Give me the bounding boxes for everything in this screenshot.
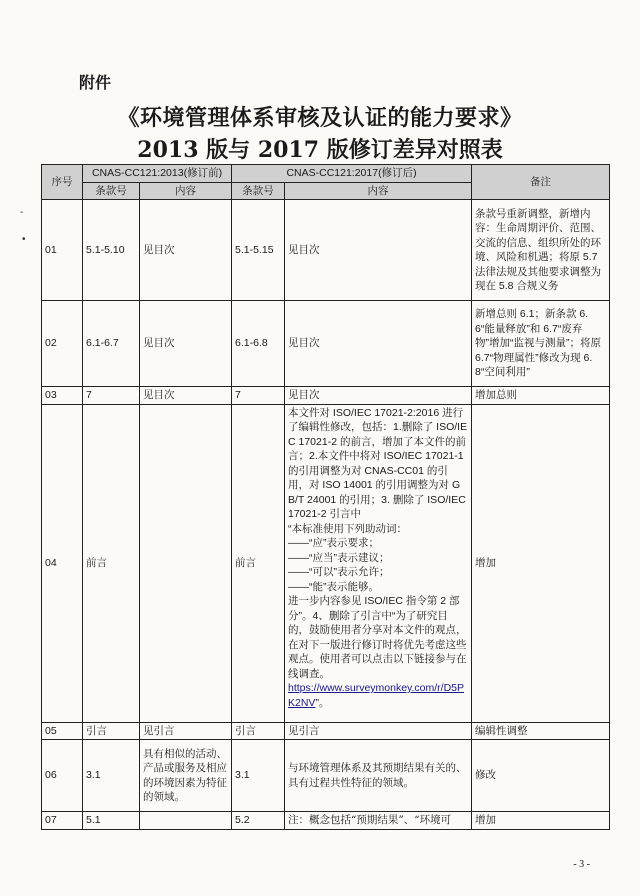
table-row (42, 740, 610, 812)
new-content-line: ——“可以”表示允许； (288, 566, 390, 578)
table-row (42, 812, 610, 830)
new-content: 与环境管理体系及其预期结果有关的、具有过程共性特征的领域。 (285, 740, 472, 812)
margin-mark: • (22, 234, 26, 245)
table-row (42, 387, 610, 405)
new-content: 见目次 (285, 387, 472, 405)
old-content (140, 812, 232, 830)
remark: 编辑性调整 (472, 722, 610, 740)
new-content: 见目次 (285, 200, 472, 301)
new-content-line: 本文件对 ISO/IEC 17021-2:2016 进行了编辑性修改，包括：1.删除了 ISO/IEC 17021-2 的前言，增加了本文件的前言；2.本文件中将对 ISO/IEC 17021-1 的引用调整为对 CNAS-CC01 的引用，对 ISO 14001 的引用调整为对 GB/T 24001 的引用；3. 删除了 ISO/IEC 17021-2 引言中 (288, 406, 468, 520)
old-content (140, 404, 232, 722)
header-new-content: 内容 (285, 182, 472, 200)
old-content: 见目次 (140, 200, 232, 301)
old-clause: 6.1-6.7 (83, 301, 140, 387)
new-clause: 5.2 (232, 812, 285, 830)
remark: 新增总则 6.1；新条款 6.6“能量释放”和 6.7“废弃物”增加“监视与测量”；将原 6.7“物理属性”修改为现 6.8“空间利用” (472, 301, 610, 387)
header-old-content: 内容 (140, 182, 232, 200)
new-content-line: ——“应当”表示建议； (288, 551, 390, 564)
new-content: 注：概念包括“预期结果”、“环境可 (285, 812, 472, 830)
new-content: 见目次 (285, 301, 472, 387)
row-seq: 05 (42, 722, 83, 740)
new-clause: 5.1-5.15 (232, 200, 285, 301)
new-clause: 6.1-6.8 (232, 301, 285, 387)
remark: 增加总则 (472, 387, 610, 405)
header-new-standard: CNAS-CC121:2017(修订后) (232, 165, 472, 183)
header-old-clause: 条款号 (83, 182, 140, 200)
new-content (285, 404, 472, 722)
document-title: 《环境管理体系审核及认证的能力要求》 (117, 105, 523, 131)
remark: 增加 (472, 404, 610, 722)
table-row (42, 200, 610, 301)
table-row (42, 722, 610, 740)
old-content: 见引言 (140, 722, 232, 740)
old-content: 见目次 (140, 387, 232, 405)
remark: 增加 (472, 812, 610, 830)
new-clause: 3.1 (232, 740, 285, 812)
new-content-line: ——“能”表示能够。 (288, 580, 379, 593)
survey-link[interactable]: https://www.surveymonkey.com/r/D5PK2NV (288, 682, 465, 709)
table-row (42, 301, 610, 387)
row-seq: 04 (42, 404, 83, 722)
header-old-standard: CNAS-CC121:2013(修订前) (83, 165, 232, 183)
row-seq: 07 (42, 812, 83, 830)
row-seq: 06 (42, 740, 83, 812)
remark: 修改 (472, 740, 610, 812)
row-seq: 01 (42, 200, 83, 301)
new-content-tail: ”。 (315, 696, 330, 709)
new-content-line: 进一步内容参见 ISO/IEC 指令第 2 部分”。4、删除了引言中“为了研究目的，鼓励使用者分享对本文件的观点，在对下一版进行修订时将优先考虑这些观点。使用者可以点击以下链接参与在线调查。 (288, 595, 467, 680)
old-content: 具有相似的活动、产品或服务及相应的环境因素为特征的领域。 (140, 740, 232, 812)
header-remark: 备注 (472, 165, 610, 200)
new-content: 见引言 (285, 722, 472, 740)
header-new-clause: 条款号 (232, 182, 285, 200)
old-clause: 7 (83, 387, 140, 405)
remark: 条款号重新调整，新增内容：生命周期评价、范围、交流的信息、组织所处的环境、风险和机遇；将原 5.7 法律法规及其他要求调整为现在 5.8 合规义务 (472, 200, 610, 301)
new-clause: 前言 (232, 404, 285, 722)
document-subtitle: 2013 版与 2017 版修订差异对照表 (137, 137, 503, 163)
row-seq: 02 (42, 301, 83, 387)
table-row (42, 404, 610, 722)
new-clause: 7 (232, 387, 285, 405)
old-clause: 前言 (83, 404, 140, 722)
attachment-label: 附件 (79, 73, 112, 92)
old-clause: 引言 (83, 722, 140, 740)
margin-mark: - (20, 207, 24, 218)
comparison-table (41, 164, 610, 830)
new-content-line: “本标准使用下列助动词： (288, 522, 407, 535)
new-clause: 引言 (232, 722, 285, 740)
row-seq: 03 (42, 387, 83, 405)
old-clause: 3.1 (83, 740, 140, 812)
old-clause: 5.1 (83, 812, 140, 830)
old-clause: 5.1-5.10 (83, 200, 140, 301)
header-seq: 序号 (42, 165, 83, 200)
new-content-line: ——“应”表示要求； (288, 537, 379, 549)
old-content: 见目次 (140, 301, 232, 387)
page-number: - 3 - (573, 859, 590, 870)
